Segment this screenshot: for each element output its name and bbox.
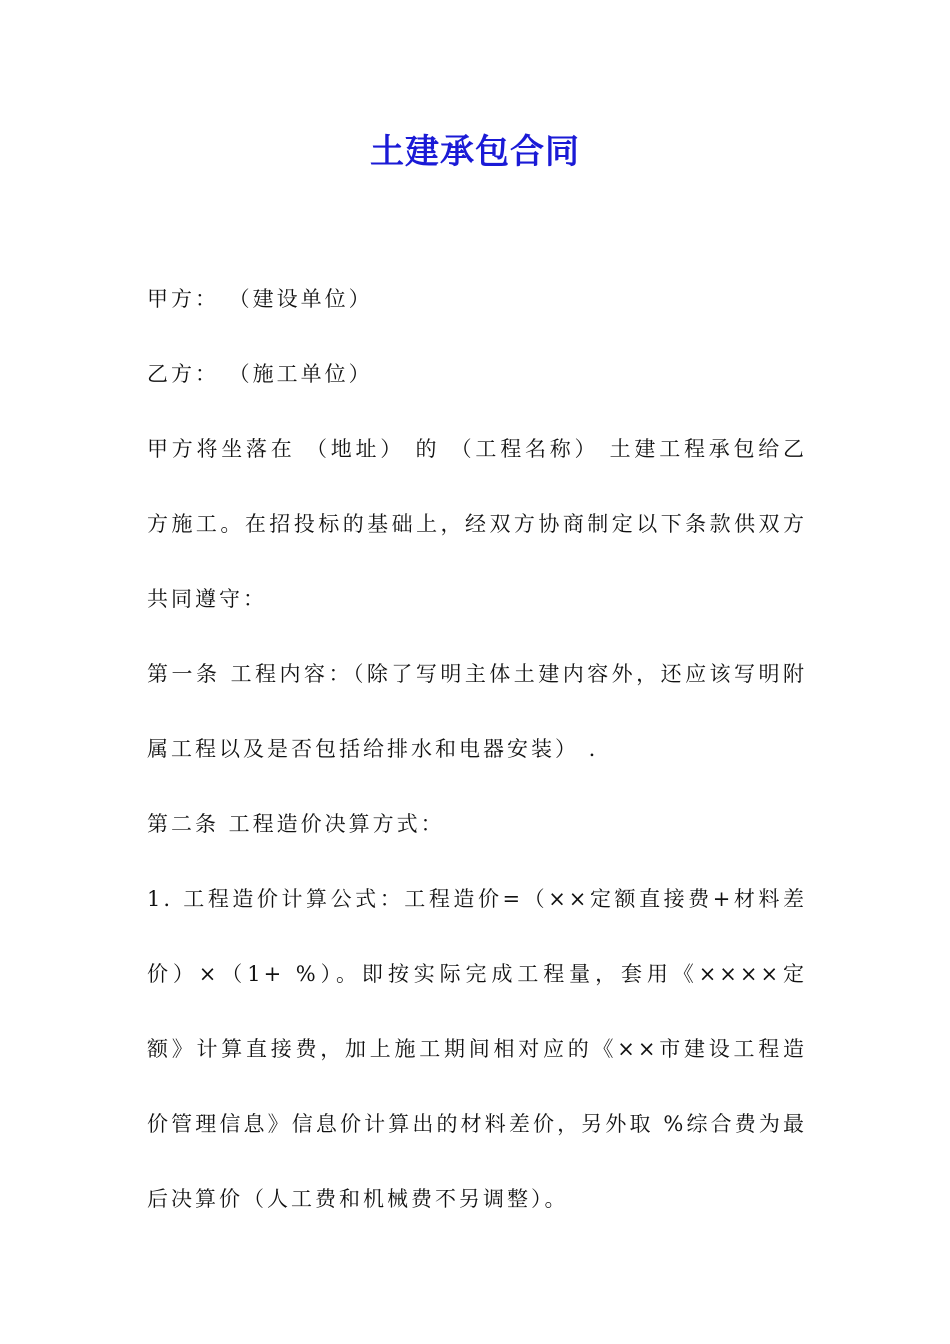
body-line: 乙方： （施工单位） [147,362,373,386]
body-line: 共同遵守： [147,587,267,611]
body-line: 属工程以及是否包括给排水和电器安装） . [147,737,599,761]
document-title: 土建承包合同 [370,132,580,172]
body-line: 第二条 工程造价决算方式： [147,812,445,836]
body-line: 额》计算直接费，加上施工期间相对应的《××市建设工程造 [147,1037,807,1061]
body-line: 甲方： （建设单位） [147,287,373,311]
body-line: 价管理信息》信息价计算出的材料差价，另外取 %综合费为最 [147,1112,807,1136]
body-line: 价）×（1+ %）。即按实际完成工程量，套用《××××定 [147,962,807,986]
body-line: 后决算价（人工费和机械费不另调整）。 [147,1187,569,1211]
body-line: 第一条 工程内容：（除了写明主体土建内容外，还应该写明附 [147,662,807,686]
body-line: 甲方将坐落在 （地址） 的 （工程名称） 土建工程承包给乙 [147,437,807,461]
body-line: 方施工。在招投标的基础上，经双方协商制定以下条款供双方 [147,512,807,536]
document-body [147,262,807,1237]
body-line: 1. 工程造价计算公式：工程造价=（××定额直接费+材料差 [147,887,807,911]
